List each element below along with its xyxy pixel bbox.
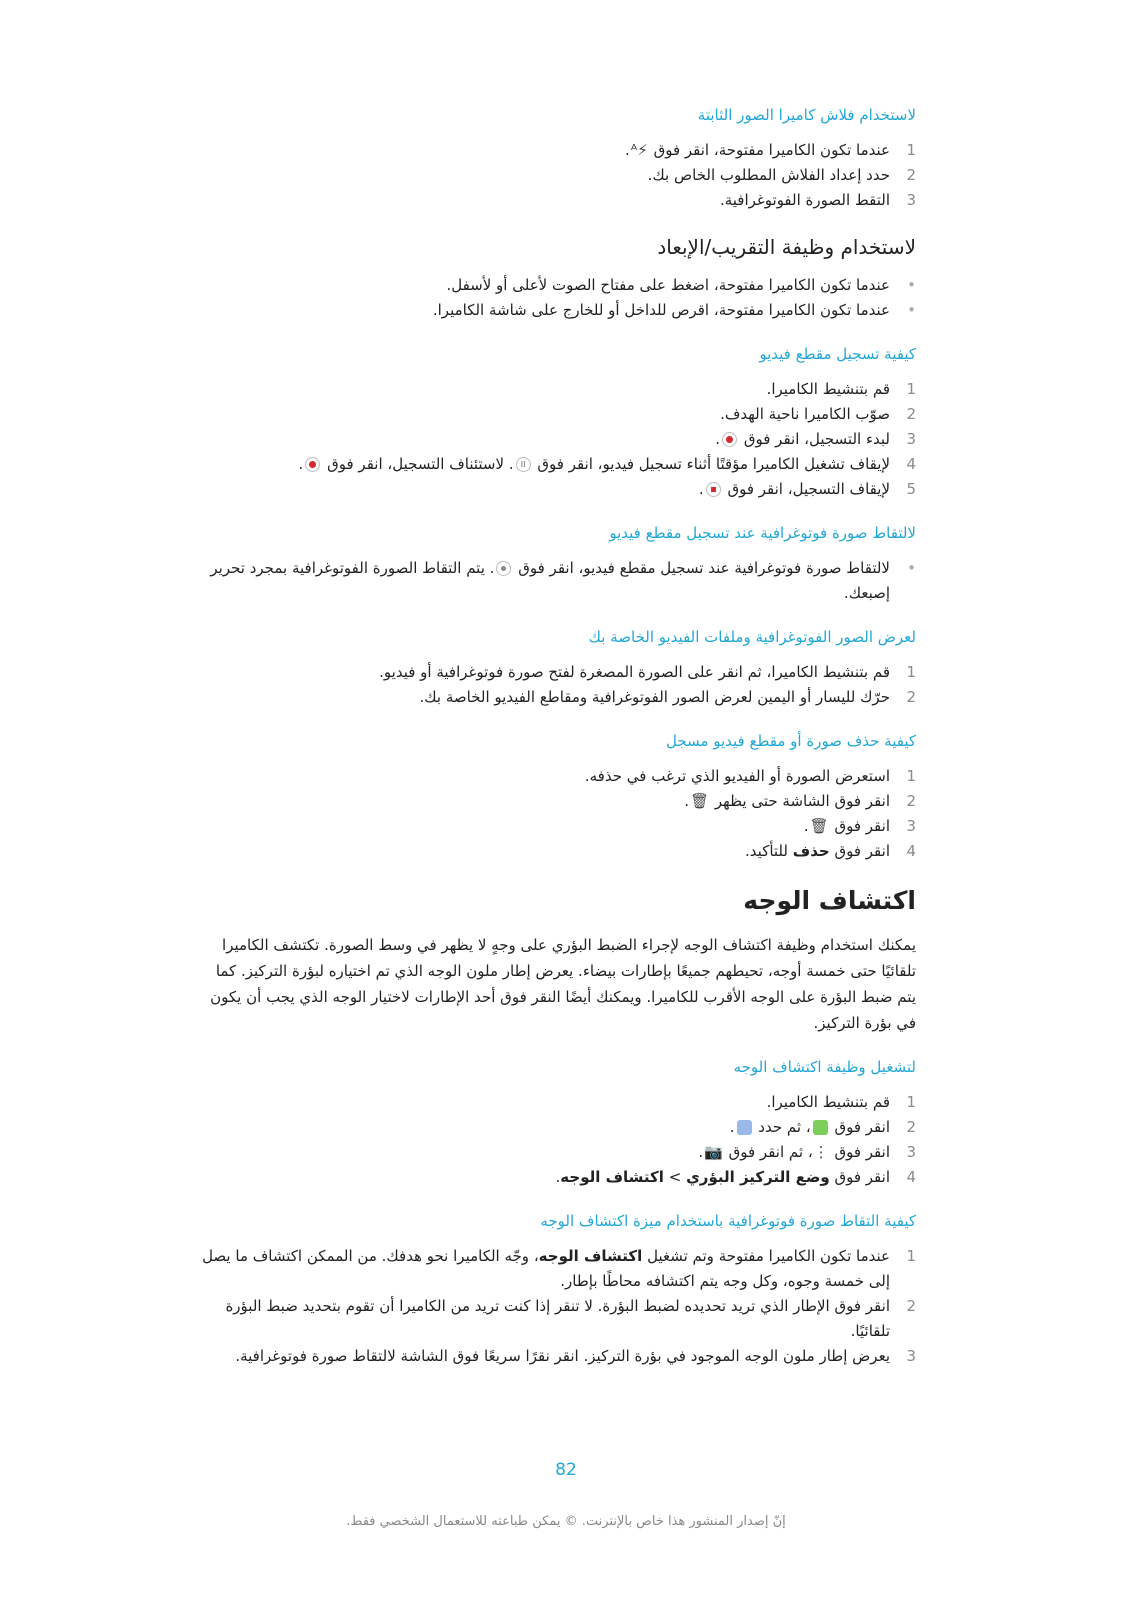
list-zoom xyxy=(195,273,916,323)
heading-snapshot: لالتقاط صورة فوتوغرافية عند تسجيل مقطع فيديو xyxy=(609,524,916,542)
list-item: 1 استعرض الصورة أو الفيديو الذي ترغب في حذفه. xyxy=(584,767,916,785)
mode-icon xyxy=(813,1120,828,1135)
pause-icon xyxy=(516,457,531,472)
heading-zoom: لاستخدام وظيفة التقريب/الإبعاد xyxy=(657,235,916,259)
list-item: • عندما تكون الكاميرا مفتوحة، اقرص للداخل أو للخارج على شاشة الكاميرا. xyxy=(195,298,916,323)
section-snapshot xyxy=(195,522,916,606)
flash-auto-icon: ⚡ᴬ xyxy=(630,141,648,159)
list-item: 3 لبدء التسجيل، انقر فوق . xyxy=(715,430,916,448)
list-item: 4 لإيقاف تشغيل الكاميرا مؤقتًا أثناء تسجيل فيديو، انقر فوق II. لاستئناف التسجيل، انقر فوق . xyxy=(195,452,916,477)
list-item: 1 قم بتنشيط الكاميرا. xyxy=(766,1093,916,1111)
trash-icon: 🗑 xyxy=(690,792,710,810)
list-item: 5 لإيقاف التسجيل، انقر فوق . xyxy=(698,480,916,498)
page-number: 82 xyxy=(555,1460,577,1480)
heading-view: لعرض الصور الفوتوغرافية وملفات الفيديو الخاصة بك xyxy=(588,628,916,646)
section-zoom xyxy=(195,233,916,323)
trash-icon: 🗑 xyxy=(809,817,829,835)
list-item: 2 حرّك لليسار أو اليمين لعرض الصور الفوتوغرافية ومقاطع الفيديو الخاصة بك. xyxy=(419,688,916,706)
section-face-enable xyxy=(195,1056,916,1190)
section-flash xyxy=(195,104,916,213)
list-item: 2 صوّب الكاميرا ناحية الهدف. xyxy=(720,405,916,423)
bullet-icon: • xyxy=(907,301,916,319)
list-item: 1 عندما تكون الكاميرا مفتوحة وتم تشغيل اكتشاف الوجه، وجّه الكاميرا نحو هدفك. من الممكن اكتشاف ما يصل إلى خمسة وجوه، وكل وجه يتم اكتشافه محاطًا بإطار. xyxy=(202,1247,916,1290)
list-face-enable xyxy=(195,1090,916,1190)
stop-icon xyxy=(706,482,721,497)
list-item: 1 قم بتنشيط الكاميرا، ثم انقر على الصورة المصغرة لفتح صورة فوتوغرافية أو فيديو. xyxy=(379,663,916,681)
list-item: 2 انقر فوق الشاشة حتى يظهر 🗑. xyxy=(195,789,916,814)
section-face-capture xyxy=(195,1210,916,1369)
list-item: 3 انقر فوق ⋮، ثم انقر فوق 📷. xyxy=(195,1140,916,1165)
list-item: 2 حدد إعداد الفلاش المطلوب الخاص بك. xyxy=(647,166,916,184)
bullet-icon: • xyxy=(907,276,916,294)
heading-record: كيفية تسجيل مقطع فيديو xyxy=(759,345,916,363)
shutter-icon xyxy=(496,561,511,576)
section-view xyxy=(195,626,916,710)
section-delete xyxy=(195,730,916,864)
paragraph-face: يمكنك استخدام وظيفة اكتشاف الوجه لإجراء الضبط البؤري على وجهٍ لا يظهر في وسط الصورة. تكتشف الكاميرا تلقائيًا حتى خمسة أوجه، تحيطهم جميعًا بإطارات بيضاء. يعرض إطار ملون الوجه الذي تم اختياره لبؤرة التركيز. كما يتم ضبط البؤرة على الوجه الأقرب للكاميرا. ويمكنك أيضًا النقر فوق أحد الإطارات لاختيار الوجه الذي يجب أن يكون في بؤرة التركيز. xyxy=(210,936,916,1032)
list-record xyxy=(195,377,916,502)
list-snapshot xyxy=(195,556,916,606)
list-view xyxy=(195,660,916,710)
list-item: • عندما تكون الكاميرا مفتوحة، اضغط على مفتاح الصوت لأعلى أو لأسفل. xyxy=(195,273,916,298)
list-item: • لالتقاط صورة فوتوغرافية عند تسجيل مقطع فيديو، انقر فوق . يتم التقاط الصورة الفوتوغرافية بمجرد تحرير إصبعك. xyxy=(195,556,916,606)
heading-face-capture: كيفية التقاط صورة فوتوغرافية باستخدام ميزة اكتشاف الوجه xyxy=(540,1212,916,1230)
list-face-capture xyxy=(195,1244,916,1369)
list-item: 2 انقر فوق ، ثم حدد . xyxy=(729,1118,916,1136)
bullet-icon: • xyxy=(907,559,916,577)
camera-icon: 📷 xyxy=(704,1143,723,1161)
list-item: 4 انقر فوق حذف للتأكيد. xyxy=(745,842,916,860)
list-flash xyxy=(195,138,916,213)
list-item: 1 عندما تكون الكاميرا مفتوحة، انقر فوق ⚡ᴬ. xyxy=(195,138,916,163)
list-item: 1 قم بتنشيط الكاميرا. xyxy=(766,380,916,398)
section-face xyxy=(195,884,916,1036)
page-content xyxy=(195,104,916,1389)
list-item: 2 انقر فوق الإطار الذي تريد تحديده لضبط البؤرة. لا تنقر إذا كنت تريد من الكاميرا أن تقوم بتحديد ضبط البؤرة تلقائيًا. xyxy=(225,1297,916,1340)
heading-flash: لاستخدام فلاش كاميرا الصور الثابتة xyxy=(697,106,916,124)
heading-face: اكتشاف الوجه xyxy=(743,886,916,915)
record-icon xyxy=(305,457,320,472)
heading-face-enable: لتشغيل وظيفة اكتشاف الوجه xyxy=(733,1058,916,1076)
list-item: 3 التقط الصورة الفوتوغرافية. xyxy=(719,191,916,209)
list-item: 4 انقر فوق وضع التركيز البؤري > اكتشاف الوجه. xyxy=(555,1168,916,1186)
list-item: 3 انقر فوق 🗑. xyxy=(195,814,916,839)
settings-icon: ⋮ xyxy=(813,1143,829,1161)
heading-delete: كيفية حذف صورة أو مقطع فيديو مسجل xyxy=(666,732,916,750)
record-icon xyxy=(722,432,737,447)
manual-mode-icon xyxy=(737,1120,752,1135)
footer-note: إنّ إصدار المنشور هذا خاص بالإنترنت. © يمكن طباعته للاستعمال الشخصي فقط. xyxy=(346,1514,786,1529)
list-delete xyxy=(195,764,916,864)
section-record xyxy=(195,343,916,502)
list-item: 3 يعرض إطار ملون الوجه الموجود في بؤرة التركيز. انقر نقرًا سريعًا فوق الشاشة لالتقاط صورة فوتوغرافية. xyxy=(235,1347,916,1365)
